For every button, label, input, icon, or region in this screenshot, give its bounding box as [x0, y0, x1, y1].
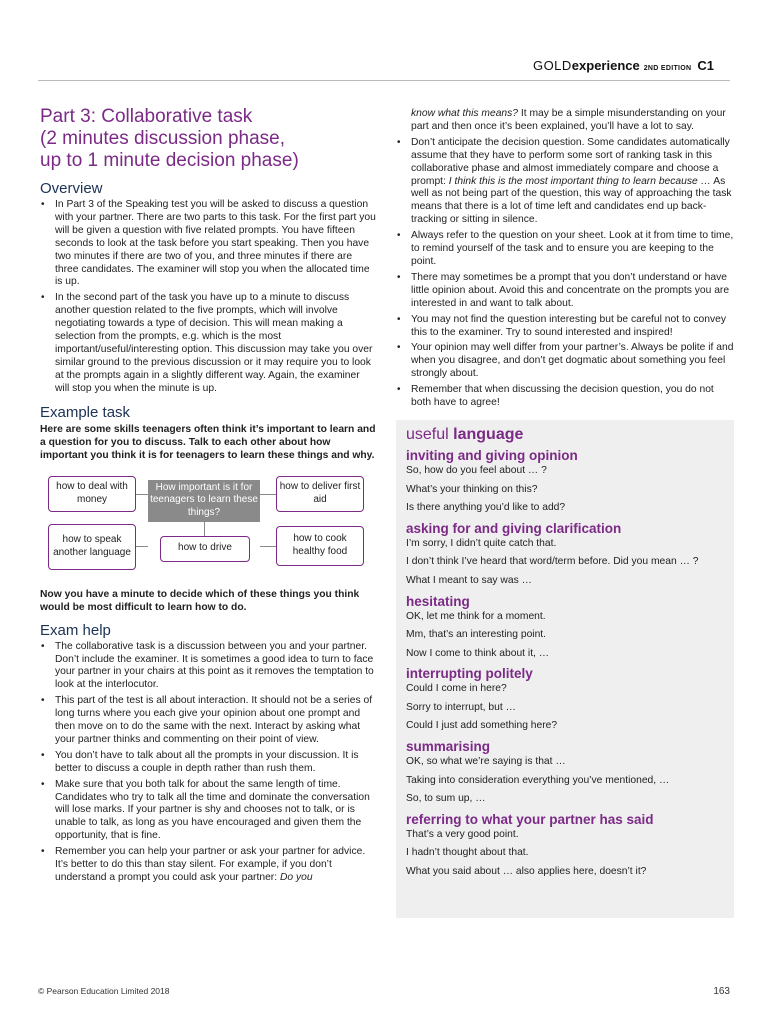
- central-question: How important is it for teenagers to learn these things?: [148, 480, 260, 522]
- copyright-notice: © Pearson Education Limited 2018: [38, 986, 170, 996]
- phrase: Sorry to interrupt, but …: [406, 701, 516, 713]
- prompt-box-cook: how to cook healthy food: [276, 526, 364, 566]
- list-item-continued: [396, 108, 734, 134]
- list-item: • This part of the test is all about interaction. It should not be a series of long turns where you each give your opinion about one prompt and then move on to do the same with the next. Interact by asking what your partner thinks and commenting on their point of view.: [40, 695, 376, 747]
- phrase: What I meant to say was …: [406, 574, 532, 586]
- list-item-italic: know what this means?: [411, 108, 519, 119]
- section-heading: inviting and giving opinion: [406, 447, 578, 463]
- brand-level: C1: [697, 58, 714, 73]
- list-item: • You may not find the question interesting but be careful not to convey this to the examiner. Try to sound interested and inspired!: [396, 314, 734, 340]
- section-heading: referring to what your partner has said: [406, 811, 654, 827]
- prompt-box-drive: how to drive: [160, 536, 250, 562]
- phrase: OK, so what we’re saying is that …: [406, 756, 566, 768]
- list-item-italic: I think this is the most important thing to learn because …: [448, 175, 711, 187]
- title-line: up to 1 minute decision phase): [40, 150, 299, 171]
- list-item-text: It may be a simple misunderstanding on your part and then once it’s been explained, you’ll have a lot to say.: [411, 108, 726, 132]
- phrase: Now I come to think about it, …: [406, 647, 550, 659]
- list-item: • Make sure that you both talk for about the same length of time. Candidates who try to talk all the time and dominate the conversation will lose marks. If your partner is shy and chooses not to talk, or is unable to talk, as long as you have encouraged and given them the opportunity, that is fine.: [40, 779, 376, 844]
- connector-line: [204, 522, 205, 536]
- phrase: So, to sum up, …: [406, 793, 486, 805]
- title-light: useful: [406, 425, 449, 443]
- list-item: • Always refer to the question on your sheet. Look at it from time to time, to remind yourself of the task and to ensure you are keeping to the point.: [396, 230, 734, 269]
- title-line: Part 3: Collaborative task: [40, 106, 253, 127]
- exam-help-list-continued: [396, 108, 734, 410]
- overview-heading: Overview: [40, 180, 103, 197]
- list-item: • Your opinion may well differ from your partner’s. Always be polite if and when you disagree, and don’t get dogmatic about something you feel strongly about.: [396, 342, 734, 381]
- section-heading: summarising: [406, 739, 491, 755]
- connector-line: [136, 494, 148, 495]
- phrase: OK, let me think for a moment.: [406, 610, 546, 622]
- list-item-text: Remember you can help your partner or ask your partner for advice. It’s better to do this than stay silent. For example, if you don’t understand a prompt you could ask your partner:: [55, 846, 366, 883]
- prompt-box-first-aid: how to deliver first aid: [276, 476, 364, 512]
- brand-logo: [533, 58, 714, 73]
- connector-line: [136, 546, 148, 547]
- prompt-box-money: how to deal with money: [48, 476, 136, 512]
- list-item: • In the second part of the task you have up to a minute to discuss another question related to the five prompts, which will involve negotiating towards a type of decision. This will mean making a selection from the prompts, e.g. which is the most important/useful/interesting option. This discussion may take you over similar ground to the previous discussion or it may require you to look at the prompts again in a slightly different way. Again, the examiner will stop you when the minute is up.: [40, 292, 376, 395]
- phrase: I’m sorry, I didn’t quite catch that.: [406, 537, 557, 549]
- useful-language-title: [406, 426, 724, 444]
- prompt-box-language: how to speak another language: [48, 524, 136, 570]
- list-item: • There may sometimes be a prompt that you don’t understand or have little opinion about. Avoid this and concentrate on the prompts you are interested in and want to talk about.: [396, 272, 734, 311]
- exam-help-list: [40, 641, 376, 885]
- phrase: So, how do you feel about … ?: [406, 464, 547, 476]
- list-item: [396, 137, 734, 227]
- left-column: [40, 106, 376, 888]
- example-task-heading: Example task: [40, 403, 131, 421]
- page-number: 163: [713, 986, 730, 997]
- list-item: • The collaborative task is a discussion between you and your partner. Don’t include the examiner. It is sometimes a good idea to turn to face your partner in your chairs at this point as it removes the temptation to look at the interlocutor.: [40, 641, 376, 693]
- phrase: Could I come in here?: [406, 683, 507, 695]
- header-rule: [38, 80, 730, 81]
- exam-help-heading: Exam help: [40, 621, 111, 639]
- brand-experience: experience: [571, 58, 640, 73]
- connector-line: [260, 494, 276, 495]
- list-item: • Remember that when discussing the decision question, you do not both have to agree!: [396, 384, 734, 410]
- phrase: I don’t think I’ve heard that word/term before. Did you mean … ?: [406, 556, 699, 568]
- section-heading: asking for and giving clarification: [406, 520, 622, 536]
- phrase: Is there anything you’d like to add?: [406, 502, 566, 514]
- list-item: • In Part 3 of the Speaking test you will be asked to discuss a question with your partner. There are two parts to this task. For the first part you will be given a question with five related prompts. You have fifteen seconds to look at the task before you start speaking. Then you have two minutes if there are two of you, and three minutes if there are three candidates. The examiner will stop you when the allocated time is up.: [40, 199, 376, 289]
- list-item: • You don’t have to talk about all the prompts in your discussion. It is better to discuss a couple in depth rather than rush them.: [40, 750, 376, 776]
- list-item: [40, 846, 376, 885]
- page-title: [40, 106, 376, 172]
- phrase: I hadn’t thought about that.: [406, 847, 529, 859]
- list-item-text: Don’t anticipate the decision question. Some candidates automatically assume that they have to perform some sort of ranking task in this collaborative phase and almost immediately compare and choose a prompt:: [411, 136, 730, 187]
- right-column: [396, 108, 734, 918]
- section-heading: interrupting politely: [406, 666, 533, 682]
- overview-list: [40, 199, 376, 396]
- example-intro: Here are some skills teenagers often think it’s important to learn and a question for you to discuss. Talk to each other about how important you think it is for teenagers to learn these things and why.: [40, 423, 376, 461]
- section-heading: hesitating: [406, 593, 470, 609]
- useful-language-box: [396, 420, 734, 918]
- connector-line: [260, 546, 276, 547]
- phrase: What’s your thinking on this?: [406, 483, 538, 495]
- title-line: (2 minutes discussion phase,: [40, 128, 286, 149]
- title-bold: language: [453, 425, 524, 443]
- phrase: That’s a very good point.: [406, 828, 519, 840]
- phrase: Taking into consideration everything you’ve mentioned, …: [406, 774, 670, 786]
- brand-edition: 2ND EDITION: [643, 65, 692, 72]
- example-followup: Now you have a minute to decide which of these things you think would be most difficult to learn how to do.: [40, 588, 360, 613]
- list-item-text: As well as not being part of the question, this way of approaching the task means that there is a lot of time left and candidates end up back-tracking or sitting in silence.: [411, 175, 732, 226]
- prompt-diagram: [40, 470, 376, 582]
- phrase: Could I just add something here?: [406, 720, 558, 732]
- brand-gold: GOLD: [532, 58, 572, 73]
- phrase: Mm, that’s an interesting point.: [406, 629, 547, 641]
- list-item-italic: Do you: [279, 872, 313, 883]
- phrase: What you said about … also applies here, doesn’t it?: [406, 866, 647, 878]
